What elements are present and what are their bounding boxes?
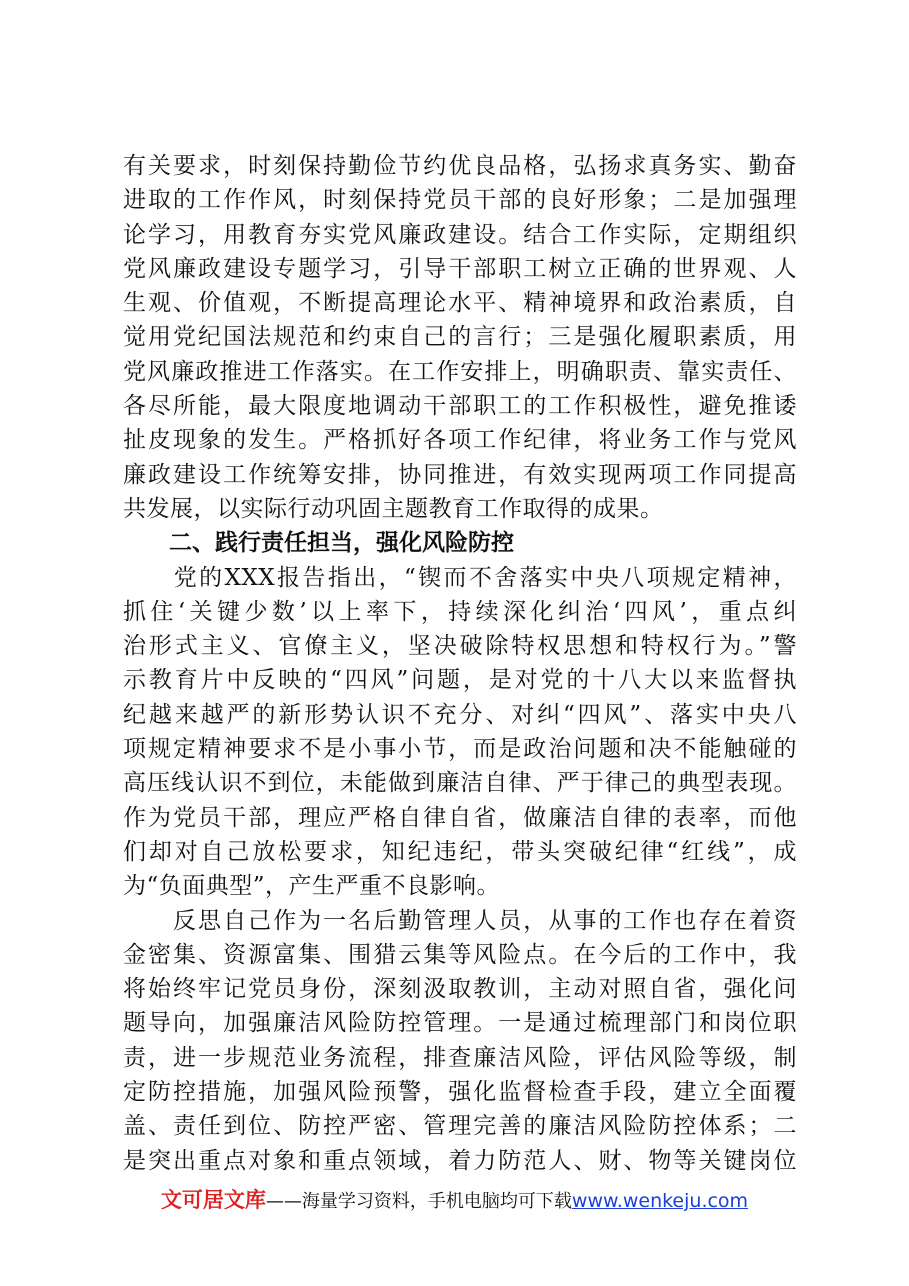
text-line: 抓住‘关键少数’以上率下，持续深化纠治‘四风’，重点纠 [123, 598, 797, 625]
text-line: 有关要求，时刻保持勤俭节约优良品格，弘扬求真务实、勤奋 [123, 153, 797, 179]
text-line: 廉政建设工作统筹安排，协同推进，有效实现两项工作同提高 [123, 461, 797, 488]
footer-brand: 文可居文库 [160, 1188, 266, 1212]
footer-banner [0, 1184, 909, 1214]
text-line: 作为党员干部，理应严格自律自省，做廉洁自律的表率，而他 [123, 804, 797, 831]
text-line: 示教育片中反映的“四风”问题，是对党的十八大以来监督执 [123, 667, 797, 694]
text-line: 党的XXX报告指出，“锲而不舍落实中央八项规定精神， [123, 564, 797, 591]
footer-tagline: ——海量学习资料，手机电脑均可下载 [265, 1191, 572, 1212]
text-line: 扯皮现象的发生。严格抓好各项工作纪律，将业务工作与党风 [123, 427, 797, 454]
text-line: 生观、价值观，不断提高理论水平、精神境界和政治素质，自 [123, 290, 797, 317]
text-line: 觉用党纪国法规范和约束自己的言行；三是强化履职素质，用 [123, 324, 797, 351]
text-line: 们却对自己放松要求，知纪违纪，带头突破纪律“红线”，成 [123, 838, 797, 865]
text-line: 项规定精神要求不是小事小节，而是政治问题和决不能触碰的 [123, 736, 797, 763]
text-line: 定防控措施，加强风险预警，强化监督检查手段，建立全面覆 [123, 1079, 797, 1106]
text-line: 党风廉政建设专题学习，引导干部职工树立正确的世界观、人 [123, 255, 797, 282]
footer-website-link[interactable]: www.wenkeju.com [571, 1190, 749, 1212]
text-line: 共发展，以实际行动巩固主题教育工作取得的成果。 [123, 495, 664, 522]
section-heading: 二、践行责任担当，强化风险防控 [123, 530, 514, 557]
text-line: 论学习，用教育夯实党风廉政建设。结合工作实际，定期组织 [123, 221, 797, 248]
text-line: 金密集、资源富集、围猎云集等风险点。在今后的工作中，我 [123, 941, 797, 968]
text-line: 纪越来越严的新形势认识不充分、对纠“四风”、落实中央八 [123, 701, 797, 728]
text-line: 为“负面典型”，产生严重不良影响。 [123, 873, 501, 900]
text-line: 责，进一步规范业务流程，排查廉洁风险，评估风险等级，制 [123, 1044, 797, 1071]
text-line: 治形式主义、官僚主义，坚决破除特权思想和特权行为。”警 [123, 633, 797, 660]
text-line: 高压线认识不到位，未能做到廉洁自律、严于律己的典型表现。 [123, 770, 797, 797]
text-line: 是突出重点对象和重点领域，着力防范人、财、物等关键岗位 [123, 1147, 797, 1174]
document-body [123, 149, 797, 1178]
text-line: 党风廉政推进工作落实。在工作安排上，明确职责、靠实责任、 [123, 358, 797, 385]
text-line: 盖、责任到位、防控严密、管理完善的廉洁风险防控体系；二 [123, 1113, 797, 1140]
text-line: 题导向，加强廉洁风险防控管理。一是通过梳理部门和岗位职 [123, 1010, 797, 1037]
text-line: 进取的工作作风，时刻保持党员干部的良好形象；二是加强理 [123, 187, 797, 214]
text-line: 反思自己作为一名后勤管理人员，从事的工作也存在着资 [123, 907, 797, 934]
text-line: 将始终牢记党员身份，深刻汲取教训，主动对照自省，强化问 [123, 976, 797, 1003]
text-line: 各尽所能，最大限度地调动干部职工的工作积极性，避免推诿 [123, 393, 797, 420]
